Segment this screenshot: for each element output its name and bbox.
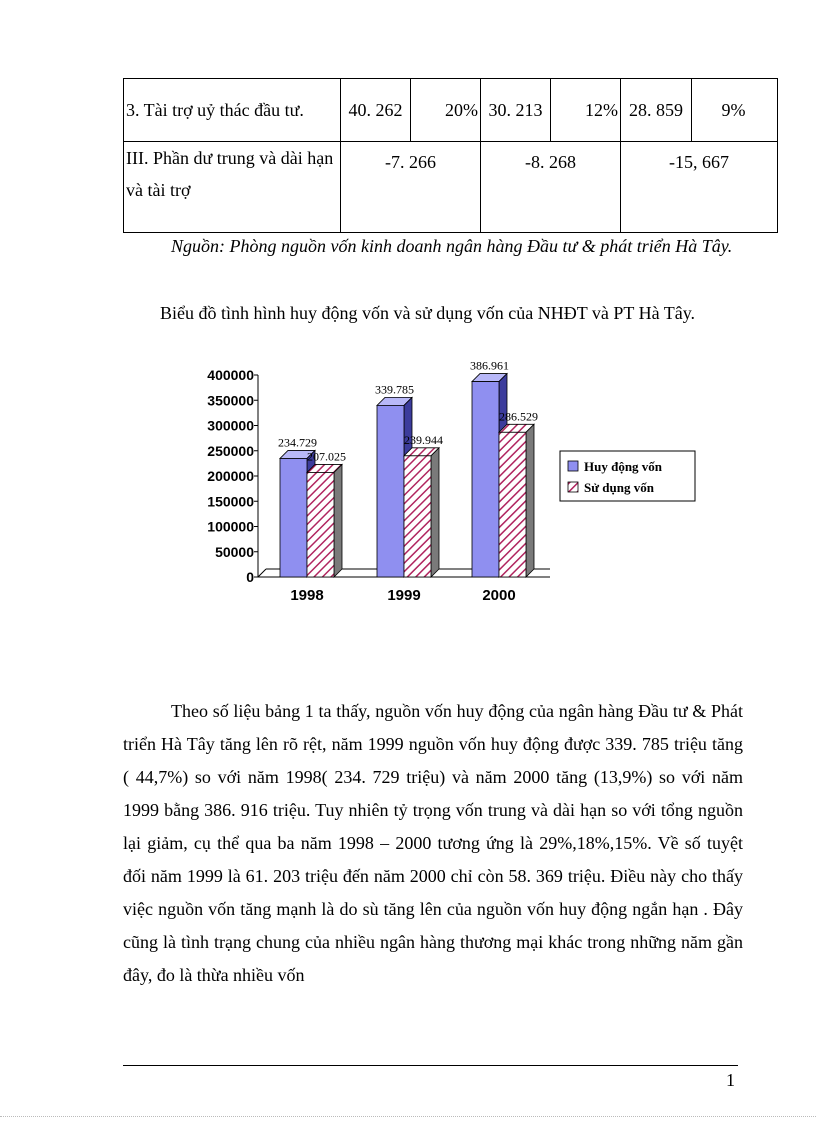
row-label: 3. Tài trợ uỷ thác đầu tư. — [124, 79, 341, 142]
bar-side-su-dung — [526, 424, 534, 577]
cell-percent-1998: 20% — [411, 79, 481, 142]
bar-huy-dong — [472, 382, 499, 577]
cell-value-1998: -7. 266 — [341, 142, 481, 233]
y-tick-label: 400000 — [207, 367, 254, 383]
legend-swatch-su-dung — [568, 482, 578, 492]
capital-table — [123, 78, 778, 233]
bar-huy-dong — [377, 405, 404, 577]
data-label-su-dung: 286.529 — [499, 409, 538, 424]
bar-su-dung — [307, 472, 334, 577]
cell-value-1999: -8. 268 — [481, 142, 621, 233]
y-tick-label: 0 — [246, 569, 254, 585]
cell-percent-1999: 12% — [551, 79, 621, 142]
table-row — [124, 142, 778, 233]
legend-label-su-dung: Sử dụng vốn — [584, 480, 654, 495]
page-boundary — [0, 1116, 816, 1117]
x-tick-label: 1999 — [387, 587, 421, 604]
cell-percent-2000: 9% — [692, 79, 778, 142]
data-label-su-dung: 207.025 — [307, 449, 346, 464]
cell-value-2000: 28. 859 — [621, 79, 692, 142]
bar-huy-dong — [280, 458, 307, 577]
body-paragraph: Theo số liệu bảng 1 ta thấy, nguồn vốn huy động của ngân hàng Đầu tư & Phát triển Hà Tây tăng lên rõ rệt, năm 1999 nguồn vốn huy động được 339. 785 triệu tăng ( 44,7%) so với năm 1998( 234. 729 triệu) và năm 2000 tăng (13,9%) so với năm 1999 bằng 386. 916 triệu. Tuy nhiên tỷ trọng vốn trung và dài hạn so với tổng nguồn lại giảm, cụ thể qua ba năm 1998 – 2000 tương ứng là 29%,18%,15%. Về số tuyệt đối năm 1999 là 61. 203 triệu đến năm 2000 chỉ còn 58. 369 triệu. Điều này cho thấy việc nguồn vốn tăng mạnh là do sù tăng lên của nguồn vốn huy động ngắn hạn . Đây cũng là tình trạng chung của nhiều ngân hàng thương mại khác trong những năm gần đây, đo là thừa nhiều vốn — [123, 701, 743, 985]
bar-su-dung — [404, 456, 431, 577]
y-tick-label: 50000 — [215, 543, 254, 560]
data-label-huy-dong: 386.961 — [470, 358, 509, 373]
footer-rule — [123, 1065, 738, 1066]
page-number: 1 — [726, 1070, 735, 1090]
data-label-huy-dong: 339.785 — [375, 382, 414, 397]
cell-value-1998: 40. 262 — [341, 79, 411, 142]
cell-value-2000: -15, 667 — [621, 142, 778, 233]
x-tick-label: 2000 — [482, 587, 516, 604]
y-tick-label: 150000 — [207, 493, 254, 510]
data-label-su-dung: 239.944 — [404, 432, 443, 447]
legend-label-huy-dong: Huy động vốn — [584, 459, 663, 474]
y-tick-label: 100000 — [207, 518, 254, 535]
cell-value-1999: 30. 213 — [481, 79, 551, 142]
data-label-huy-dong: 234.729 — [278, 435, 317, 450]
legend-swatch-huy-dong — [568, 461, 578, 471]
y-tick-label: 300000 — [207, 417, 254, 434]
bar-side-su-dung — [334, 464, 342, 577]
bar-chart — [190, 352, 730, 612]
y-tick-label: 200000 — [207, 468, 254, 484]
floor-edge — [258, 569, 266, 577]
bar-side-su-dung — [431, 448, 439, 577]
chart-title: Biểu đồ tình hình huy động vốn và sử dụng vốn của NHĐT và PT Hà Tây. — [160, 303, 696, 323]
row-label: III. Phần dư trung và dài hạn và tài trợ — [124, 142, 341, 233]
table-row — [124, 79, 778, 142]
y-tick-label: 350000 — [207, 392, 254, 409]
bar-su-dung — [499, 432, 526, 577]
x-tick-label: 1998 — [290, 587, 324, 604]
y-tick-label: 250000 — [207, 442, 254, 459]
source-note: Nguồn: Phòng nguồn vốn kinh doanh ngân hàng Đầu tư & phát triển Hà Tây. — [171, 236, 733, 256]
